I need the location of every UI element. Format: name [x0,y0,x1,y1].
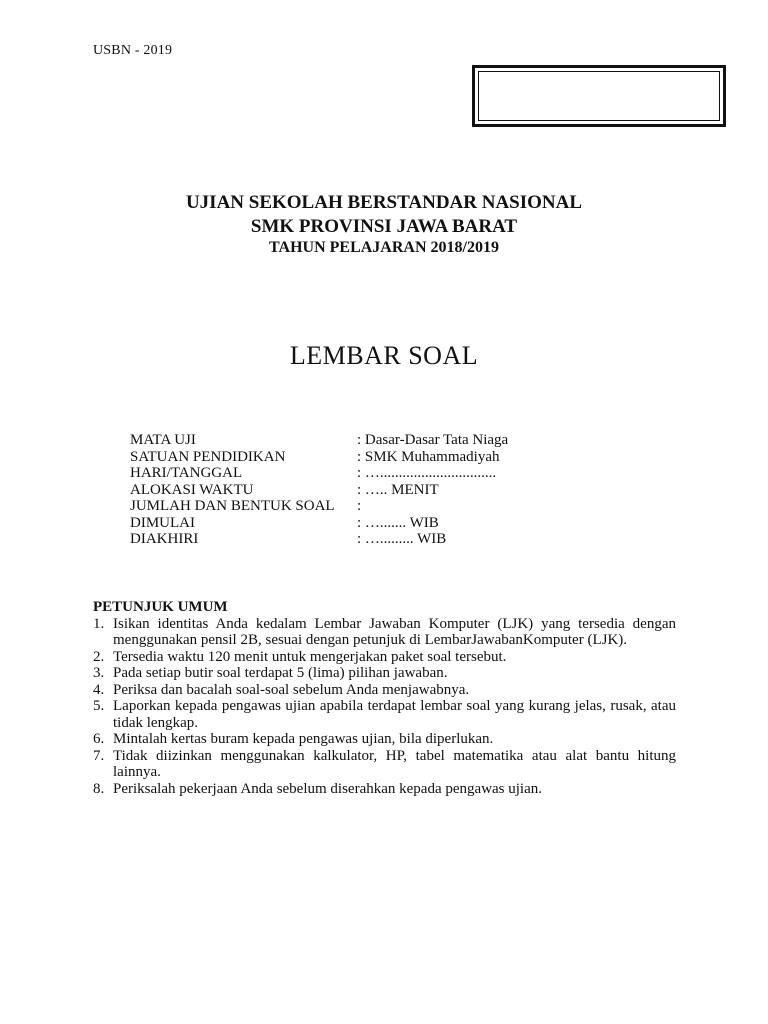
info-value: : …....... WIB [357,514,439,531]
instruction-item [93,682,676,699]
general-instructions [93,599,676,797]
instruction-item [93,698,676,731]
exam-heading-line2: SMK PROVINSI JAWA BARAT [250,216,518,237]
instruction-number: 4. [93,681,105,698]
info-row-school [130,449,508,466]
instructions-title: PETUNJUK UMUM [93,599,228,615]
instruction-text: Tidak diizinkan menggunakan kalkulator, HP, tabel matematika atau alat bantu hitung lainnya. [113,747,676,780]
instruction-number: 7. [93,747,105,764]
instruction-text: Pada setiap butir soal terdapat 5 (lima) pilihan jawaban. [113,665,448,681]
info-value: : …............................... [357,465,497,481]
instruction-number: 3. [93,665,105,681]
info-value: : ….. MENIT [357,481,439,498]
instruction-number: 5. [93,698,105,714]
instruction-number: 8. [93,780,105,797]
instruction-item [93,616,676,649]
exam-info-table [130,432,508,548]
participant-number-box-inner [478,71,720,121]
info-row-duration [130,482,508,499]
exam-heading-line1: UJIAN SEKOLAH BERSTANDAR NASIONAL [185,192,583,213]
instruction-item [93,748,676,781]
instruction-item [93,649,676,666]
info-label: ALOKASI WAKTU [130,481,254,498]
instruction-text: Tersedia waktu 120 menit untuk mengerjakan paket soal tersebut. [113,648,507,665]
instruction-text: Mintalah kertas buram kepada pengawas ujian, bila diperlukan. [113,731,494,747]
info-row-question-count [130,498,508,515]
info-row-date [130,465,508,482]
page-title: LEMBAR SOAL [289,341,479,370]
info-row-subject [130,432,508,449]
info-label: SATUAN PENDIDIKAN [130,448,286,465]
instruction-text: Periksalah pekerjaan Anda sebelum diserahkan kepada pengawas ujian. [113,780,543,797]
instructions-list [93,616,676,798]
exam-heading-line3: TAHUN PELAJARAN 2018/2019 [269,239,499,256]
info-row-start [130,515,508,532]
instruction-text: Periksa dan bacalah soal-soal sebelum Anda menjawabnya. [113,681,470,698]
info-label: DIMULAI [130,514,195,531]
instruction-number: 6. [93,731,105,747]
info-label: JUMLAH DAN BENTUK SOAL [130,498,335,514]
info-label: MATA UJI [130,432,196,448]
info-value: : [357,498,362,514]
instruction-text: Isikan identitas Anda kedalam Lembar Jawaban Komputer (LJK) yang tersedia dengan menggunakan pensil 2B, sesuai dengan petunjuk di LembarJawabanKomputer (LJK). [113,615,676,648]
instruction-item [93,665,676,682]
exam-code-label: USBN - 2019 [93,43,173,58]
instruction-number: 1. [93,615,105,632]
info-value: : …......... WIB [357,531,447,547]
info-label: HARI/TANGGAL [130,465,243,481]
participant-number-box [472,65,726,127]
info-value: : Dasar-Dasar Tata Niaga [357,432,509,448]
instruction-item [93,731,676,748]
info-value: : SMK Muhammadiyah [357,448,500,465]
instruction-number: 2. [93,648,105,665]
info-row-end [130,531,508,548]
instruction-text: Laporkan kepada pengawas ujian apabila terdapat lembar soal yang kurang jelas, rusak, atau tidak lengkap. [113,698,676,731]
instruction-item [93,781,676,798]
info-label: DIAKHIRI [130,531,199,547]
